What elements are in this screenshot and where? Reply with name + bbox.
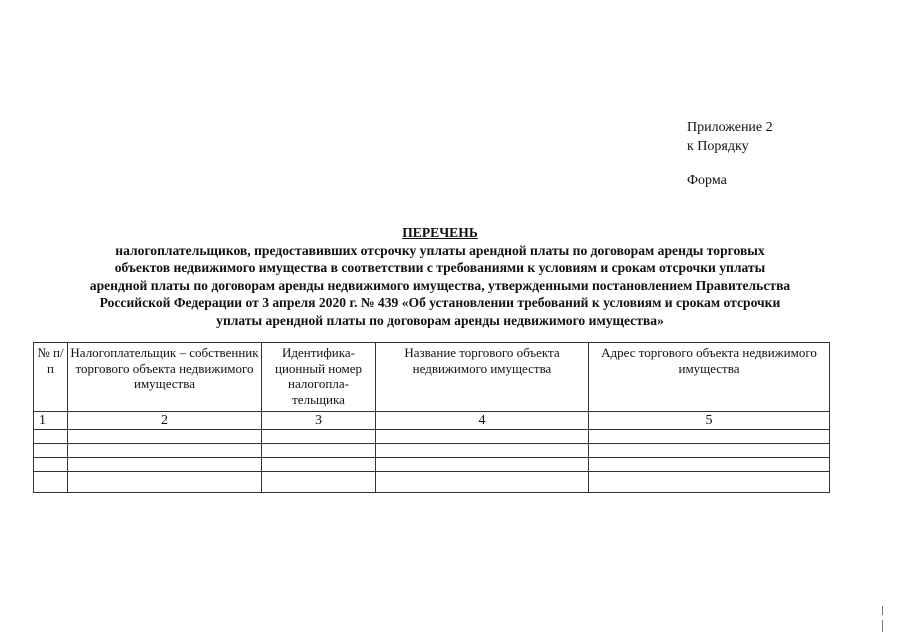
header-taxpayer-owner: Налогоплательщик – собственник торгового объекта недвижимого имущества: [68, 343, 262, 412]
header-taxpayer-id: Идентифика-ционный номер налогопла-тельщика: [262, 343, 376, 412]
table-row: [34, 444, 830, 458]
header-object-name: Название торгового объекта недвижимого имущества: [376, 343, 589, 412]
empty-cell: [262, 458, 376, 472]
empty-cell: [376, 444, 589, 458]
header-object-address: Адрес торгового объекта недвижимого имущества: [589, 343, 830, 412]
column-number-2: 2: [68, 412, 262, 430]
scan-artifact: [882, 620, 883, 632]
taxpayer-list-table: [33, 342, 830, 493]
table-header-row: [34, 343, 830, 412]
empty-cell: [262, 430, 376, 444]
empty-cell: [376, 430, 589, 444]
empty-cell: [68, 472, 262, 493]
empty-cell: [262, 472, 376, 493]
table-row: [34, 458, 830, 472]
heading-line: Российской Федерации от 3 апреля 2020 г. № 439 «Об установлении требований к условиям и срокам отсрочки: [99, 295, 781, 310]
column-number-1: 1: [34, 412, 68, 430]
empty-cell: [34, 430, 68, 444]
empty-cell: [34, 444, 68, 458]
appendix-block: [687, 118, 773, 190]
empty-cell: [68, 458, 262, 472]
empty-cell: [34, 458, 68, 472]
empty-cell: [589, 430, 830, 444]
empty-cell: [589, 444, 830, 458]
form-label: Форма: [687, 173, 727, 188]
column-number-row: [34, 412, 830, 430]
heading-line: объектов недвижимого имущества в соответствии с требованиями к условиям и срокам отсрочки уплаты: [114, 260, 766, 275]
heading-line: налогоплательщиков, предоставивших отсрочку уплаты арендной платы по договорам аренды торговых: [115, 242, 765, 258]
document-heading: [40, 224, 840, 329]
column-number-4: 4: [376, 412, 589, 430]
empty-cell: [34, 472, 68, 493]
document-title: ПЕРЕЧЕНЬ: [402, 225, 478, 240]
empty-cell: [68, 444, 262, 458]
heading-line: уплаты арендной платы по договорам аренды недвижимого имущества»: [216, 312, 664, 328]
empty-cell: [376, 458, 589, 472]
empty-cell: [68, 430, 262, 444]
header-row-number: № п/п: [34, 343, 68, 412]
table-row: [34, 430, 830, 444]
empty-cell: [376, 472, 589, 493]
table-row: [34, 472, 830, 493]
appendix-reference: к Порядку: [687, 139, 749, 154]
appendix-number: Приложение 2: [687, 120, 773, 135]
empty-cell: [589, 472, 830, 493]
column-number-5: 5: [589, 412, 830, 430]
empty-cell: [262, 444, 376, 458]
column-number-3: 3: [262, 412, 376, 430]
empty-cell: [589, 458, 830, 472]
heading-line: арендной платы по договорам аренды недвижимого имущества, утвержденными постановлением Правительства: [89, 277, 791, 293]
scan-artifact: [882, 606, 883, 615]
